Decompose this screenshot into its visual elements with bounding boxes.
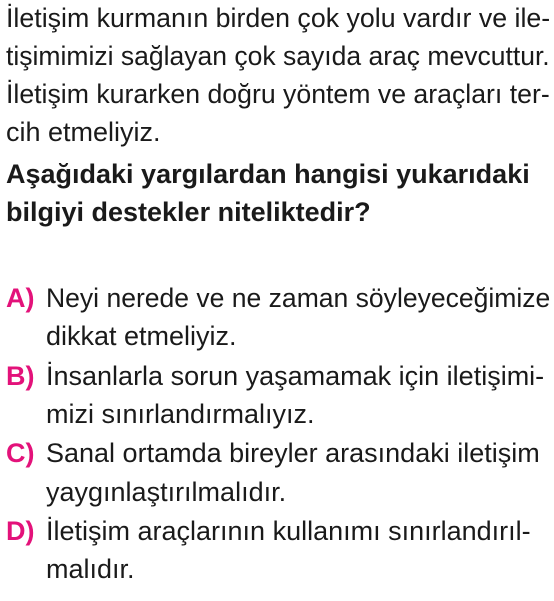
option-b-letter: B) (6, 361, 35, 391)
option-c-line-2: yaygınlaştırılmalıdır. (46, 477, 287, 507)
option-a-line-2: dikkat etmeliyiz. (46, 321, 237, 351)
option-b-line-2: mizi sınırlandırmalıyız. (46, 399, 315, 429)
option-d-letter: D) (6, 516, 35, 546)
option-d-line-1: İletişim araçlarının kullanımı sınırlandırıl- (46, 516, 531, 546)
option-b-line-1: İnsanlarla sorun yaşamamak için iletişimi- (46, 361, 545, 391)
passage-line-1: İletişim kurmanın birden çok yolu vardır ve ile- (6, 3, 551, 33)
passage-line-2: tişimimizi sağlayan çok sayıda araç mevcuttur. (6, 41, 550, 71)
option-a-letter: A) (6, 283, 35, 313)
option-a-line-1: Neyi nerede ve ne zaman söyleyeceğimize (46, 283, 551, 313)
option-c-letter: C) (6, 438, 35, 468)
question-line-1: Aşağıdaki yargılardan hangisi yukarıdaki (6, 159, 530, 189)
question-line-2: bilgiyi destekler niteliktedir? (6, 197, 371, 227)
passage-line-4: cih etmeliyiz. (6, 117, 161, 147)
option-c-line-1: Sanal ortamda bireyler arasındaki iletişim (46, 438, 540, 468)
option-d-line-2: malıdır. (46, 554, 135, 584)
passage-line-3: İletişim kurarken doğru yöntem ve araçları ter- (6, 79, 550, 109)
